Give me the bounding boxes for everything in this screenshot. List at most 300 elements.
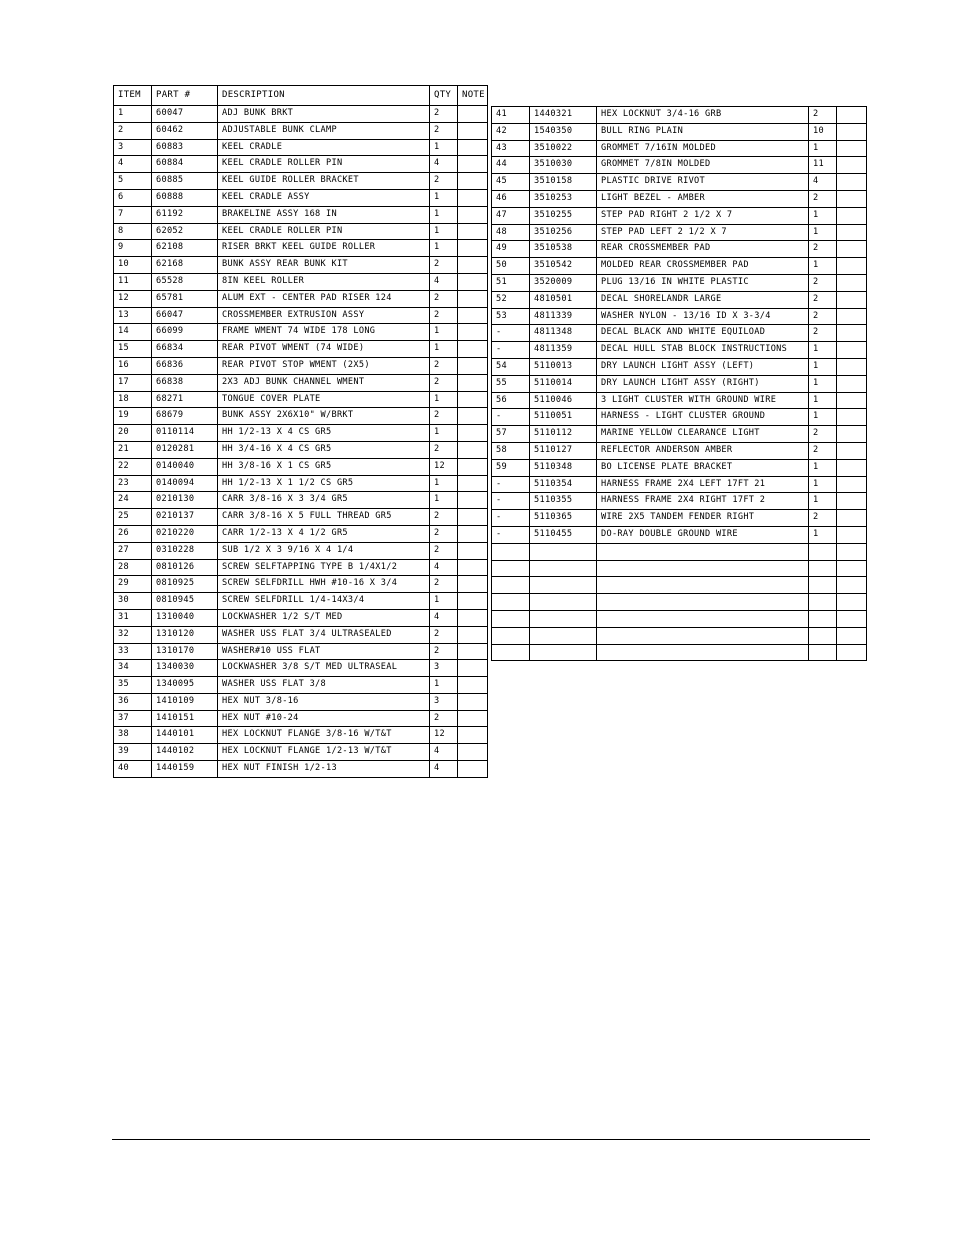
note-cell (458, 324, 488, 341)
part-number-cell: 0120281 (152, 441, 218, 458)
item-cell: 3 (114, 139, 152, 156)
note-cell (458, 122, 488, 139)
table-row (114, 408, 488, 425)
part-number-cell: 60047 (152, 106, 218, 123)
table-row (492, 476, 867, 493)
description-cell: HEX NUT FINISH 1/2-13 (218, 761, 430, 778)
part-number-cell: 0140094 (152, 475, 218, 492)
header-description: DESCRIPTION (218, 86, 430, 106)
note-cell (837, 174, 867, 191)
description-cell: FRAME WMENT 74 WIDE 178 LONG (218, 324, 430, 341)
note-cell (458, 509, 488, 526)
note-cell (458, 189, 488, 206)
item-cell: 1 (114, 106, 152, 123)
table-row (492, 426, 867, 443)
table-row (492, 358, 867, 375)
description-cell: 8IN KEEL ROLLER (218, 273, 430, 290)
description-cell: MARINE YELLOW CLEARANCE LIGHT (597, 426, 809, 443)
item-cell: - (492, 510, 530, 527)
note-cell (837, 274, 867, 291)
description-cell: HEX LOCKNUT FLANGE 3/8-16 W/T&T (218, 727, 430, 744)
part-number-cell: 66047 (152, 307, 218, 324)
part-number-cell: 5110013 (530, 358, 597, 375)
qty-cell: 11 (809, 157, 837, 174)
item-cell: 24 (114, 492, 152, 509)
description-cell: KEEL CRADLE (218, 139, 430, 156)
qty-cell: 1 (430, 223, 458, 240)
qty-cell: 2 (809, 308, 837, 325)
description-cell: SCREW SELFDRILL HWH #10-16 X 3/4 (218, 576, 430, 593)
description-cell: LIGHT BEZEL - AMBER (597, 190, 809, 207)
table-row (492, 123, 867, 140)
qty-cell (809, 577, 837, 594)
table-row (492, 224, 867, 241)
item-cell: 28 (114, 559, 152, 576)
part-number-cell: 4811359 (530, 342, 597, 359)
part-number-cell: 1440159 (152, 761, 218, 778)
item-cell: - (492, 325, 530, 342)
item-cell: 40 (114, 761, 152, 778)
part-number-cell: 66834 (152, 341, 218, 358)
description-cell: HEX LOCKNUT 3/4-16 GRB (597, 107, 809, 124)
item-cell: 37 (114, 710, 152, 727)
note-cell (458, 710, 488, 727)
part-number-cell: 5110046 (530, 392, 597, 409)
qty-cell: 2 (430, 576, 458, 593)
qty-cell: 10 (809, 123, 837, 140)
description-cell: HEX LOCKNUT FLANGE 1/2-13 W/T&T (218, 744, 430, 761)
table-row (492, 560, 867, 577)
description-cell: BUNK ASSY 2X6X10" W/BRKT (218, 408, 430, 425)
qty-cell: 1 (430, 593, 458, 610)
qty-cell: 1 (809, 140, 837, 157)
part-number-cell: 1410151 (152, 710, 218, 727)
description-cell: REFLECTOR ANDERSON AMBER (597, 442, 809, 459)
note-cell (458, 206, 488, 223)
item-cell: 59 (492, 459, 530, 476)
part-number-cell: 1310040 (152, 609, 218, 626)
description-cell: WASHER USS FLAT 3/8 (218, 677, 430, 694)
part-number-cell: 60883 (152, 139, 218, 156)
table-row (492, 274, 867, 291)
part-number-cell: 5110354 (530, 476, 597, 493)
description-cell (597, 644, 809, 661)
table-row (114, 509, 488, 526)
qty-cell: 2 (430, 290, 458, 307)
description-cell: MOLDED REAR CROSSMEMBER PAD (597, 258, 809, 275)
description-cell: RISER BRKT KEEL GUIDE ROLLER (218, 240, 430, 257)
item-cell: 9 (114, 240, 152, 257)
note-cell (458, 223, 488, 240)
qty-cell: 2 (430, 643, 458, 660)
note-cell (837, 627, 867, 644)
qty-cell: 2 (430, 408, 458, 425)
qty-cell: 4 (430, 559, 458, 576)
qty-cell (809, 644, 837, 661)
item-cell: 43 (492, 140, 530, 157)
table-row (492, 291, 867, 308)
description-cell: REAR PIVOT WMENT (74 WIDE) (218, 341, 430, 358)
description-cell: PLUG 13/16 IN WHITE PLASTIC (597, 274, 809, 291)
table-row (114, 139, 488, 156)
item-cell: 14 (114, 324, 152, 341)
item-cell: 35 (114, 677, 152, 694)
qty-cell: 4 (809, 174, 837, 191)
qty-cell: 1 (809, 207, 837, 224)
table-row (492, 493, 867, 510)
table-row (114, 122, 488, 139)
part-number-cell: 1340095 (152, 677, 218, 694)
description-cell: WASHER#10 USS FLAT (218, 643, 430, 660)
qty-cell: 2 (809, 190, 837, 207)
part-number-cell: 3510542 (530, 258, 597, 275)
description-cell: LOCKWASHER 1/2 S/T MED (218, 609, 430, 626)
item-cell: 21 (114, 441, 152, 458)
table-row (492, 627, 867, 644)
table-row (114, 626, 488, 643)
item-cell: 41 (492, 107, 530, 124)
description-cell: DECAL SHORELANDR LARGE (597, 291, 809, 308)
part-number-cell: 68271 (152, 391, 218, 408)
qty-cell: 1 (430, 240, 458, 257)
part-number-cell: 60888 (152, 189, 218, 206)
table-row (492, 207, 867, 224)
qty-cell: 2 (809, 241, 837, 258)
description-cell: TONGUE COVER PLATE (218, 391, 430, 408)
description-cell: 2X3 ADJ BUNK CHANNEL WMENT (218, 374, 430, 391)
table-row (492, 610, 867, 627)
table-row (114, 660, 488, 677)
item-cell: 57 (492, 426, 530, 443)
item-cell (492, 610, 530, 627)
note-cell (458, 156, 488, 173)
table-row (492, 174, 867, 191)
description-cell: STEP PAD LEFT 2 1/2 X 7 (597, 224, 809, 241)
table-row (114, 106, 488, 123)
part-number-cell: 62052 (152, 223, 218, 240)
table-row (492, 258, 867, 275)
part-number-cell: 65528 (152, 273, 218, 290)
qty-cell: 3 (430, 693, 458, 710)
description-cell: DECAL BLACK AND WHITE EQUILOAD (597, 325, 809, 342)
table-row (492, 241, 867, 258)
item-cell: 15 (114, 341, 152, 358)
table-row (492, 107, 867, 124)
table-row (114, 609, 488, 626)
part-number-cell: 65781 (152, 290, 218, 307)
item-cell (492, 627, 530, 644)
qty-cell: 2 (809, 442, 837, 459)
description-cell: BULL RING PLAIN (597, 123, 809, 140)
note-cell (837, 526, 867, 543)
description-cell: PLASTIC DRIVE RIVOT (597, 174, 809, 191)
part-number-cell: 3510253 (530, 190, 597, 207)
description-cell: SCREW SELFDRILL 1/4-14X3/4 (218, 593, 430, 610)
table-row (492, 190, 867, 207)
qty-cell: 1 (809, 375, 837, 392)
qty-cell: 2 (430, 106, 458, 123)
table-row (114, 542, 488, 559)
part-number-cell: 0210137 (152, 509, 218, 526)
qty-cell: 1 (430, 139, 458, 156)
note-cell (837, 543, 867, 560)
qty-cell: 2 (809, 426, 837, 443)
part-number-cell (530, 577, 597, 594)
part-number-cell: 66836 (152, 357, 218, 374)
item-cell (492, 560, 530, 577)
table-row (492, 409, 867, 426)
note-cell (458, 425, 488, 442)
part-number-cell: 5110365 (530, 510, 597, 527)
description-cell: CARR 3/8-16 X 5 FULL THREAD GR5 (218, 509, 430, 526)
table-row (114, 693, 488, 710)
table-row (114, 156, 488, 173)
description-cell: BUNK ASSY REAR BUNK KIT (218, 257, 430, 274)
note-cell (458, 693, 488, 710)
description-cell: KEEL CRADLE ROLLER PIN (218, 156, 430, 173)
note-cell (458, 660, 488, 677)
table-row (114, 559, 488, 576)
item-cell: 53 (492, 308, 530, 325)
qty-cell: 2 (430, 307, 458, 324)
description-cell: DO-RAY DOUBLE GROUND WIRE (597, 526, 809, 543)
table-row (114, 744, 488, 761)
part-number-cell: 62168 (152, 257, 218, 274)
description-cell: CARR 1/2-13 X 4 1/2 GR5 (218, 525, 430, 542)
description-cell: DRY LAUNCH LIGHT ASSY (LEFT) (597, 358, 809, 375)
header-part-number: PART # (152, 86, 218, 106)
description-cell (597, 543, 809, 560)
part-number-cell: 66838 (152, 374, 218, 391)
item-cell: 39 (114, 744, 152, 761)
qty-cell: 2 (809, 107, 837, 124)
item-cell: 23 (114, 475, 152, 492)
description-cell: ADJ BUNK BRKT (218, 106, 430, 123)
part-number-cell: 3510256 (530, 224, 597, 241)
note-cell (837, 291, 867, 308)
note-cell (458, 374, 488, 391)
table-row (114, 677, 488, 694)
item-cell: 26 (114, 525, 152, 542)
table-row (114, 307, 488, 324)
description-cell: ADJUSTABLE BUNK CLAMP (218, 122, 430, 139)
table-row (114, 643, 488, 660)
note-cell (837, 442, 867, 459)
item-cell (492, 644, 530, 661)
table-row (114, 475, 488, 492)
item-cell: 42 (492, 123, 530, 140)
note-cell (837, 241, 867, 258)
item-cell (492, 577, 530, 594)
note-cell (458, 290, 488, 307)
description-cell: DECAL HULL STAB BLOCK INSTRUCTIONS (597, 342, 809, 359)
note-cell (837, 577, 867, 594)
qty-cell (809, 594, 837, 611)
note-cell (837, 510, 867, 527)
part-number-cell: 0210220 (152, 525, 218, 542)
note-cell (837, 375, 867, 392)
part-number-cell (530, 560, 597, 577)
table-row (114, 240, 488, 257)
table-row (114, 341, 488, 358)
qty-cell: 1 (430, 425, 458, 442)
part-number-cell: 60884 (152, 156, 218, 173)
qty-cell: 2 (430, 626, 458, 643)
note-cell (458, 761, 488, 778)
qty-cell: 2 (430, 257, 458, 274)
note-cell (837, 476, 867, 493)
item-cell: 11 (114, 273, 152, 290)
description-cell: HARNESS - LIGHT CLUSTER GROUND (597, 409, 809, 426)
description-cell: KEEL CRADLE ROLLER PIN (218, 223, 430, 240)
parts-table-left (113, 85, 488, 778)
item-cell: 20 (114, 425, 152, 442)
part-number-cell: 5110051 (530, 409, 597, 426)
qty-cell: 1 (809, 342, 837, 359)
table-row (114, 324, 488, 341)
note-cell (458, 525, 488, 542)
note-cell (458, 257, 488, 274)
part-number-cell: 0810925 (152, 576, 218, 593)
description-cell: REAR CROSSMEMBER PAD (597, 241, 809, 258)
qty-cell: 2 (809, 325, 837, 342)
note-cell (837, 610, 867, 627)
description-cell: HARNESS FRAME 2X4 RIGHT 17FT 2 (597, 493, 809, 510)
footer-rule (112, 1139, 870, 1140)
table-row (492, 308, 867, 325)
note-cell (458, 273, 488, 290)
note-cell (458, 458, 488, 475)
description-cell: DRY LAUNCH LIGHT ASSY (RIGHT) (597, 375, 809, 392)
item-cell: 6 (114, 189, 152, 206)
qty-cell: 1 (809, 476, 837, 493)
header-qty: QTY (430, 86, 458, 106)
item-cell: 48 (492, 224, 530, 241)
part-number-cell: 5110014 (530, 375, 597, 392)
qty-cell: 2 (430, 374, 458, 391)
part-number-cell: 3510030 (530, 157, 597, 174)
part-number-cell: 66099 (152, 324, 218, 341)
note-cell (837, 207, 867, 224)
note-cell (458, 609, 488, 626)
qty-cell: 1 (809, 392, 837, 409)
qty-cell: 2 (430, 542, 458, 559)
qty-cell: 2 (430, 441, 458, 458)
item-cell: 50 (492, 258, 530, 275)
part-number-cell (530, 543, 597, 560)
qty-cell: 1 (430, 341, 458, 358)
description-cell: HH 3/8-16 X 1 CS GR5 (218, 458, 430, 475)
part-number-cell (530, 594, 597, 611)
note-cell (458, 408, 488, 425)
description-cell: REAR PIVOT STOP WMENT (2X5) (218, 357, 430, 374)
description-cell (597, 577, 809, 594)
qty-cell: 1 (430, 189, 458, 206)
note-cell (837, 493, 867, 510)
part-number-cell: 1310120 (152, 626, 218, 643)
qty-cell: 1 (809, 358, 837, 375)
part-number-cell: 4810501 (530, 291, 597, 308)
part-number-cell: 1410109 (152, 693, 218, 710)
description-cell: HH 3/4-16 X 4 CS GR5 (218, 441, 430, 458)
item-cell: 30 (114, 593, 152, 610)
note-cell (837, 308, 867, 325)
note-cell (458, 357, 488, 374)
description-cell: WASHER USS FLAT 3/4 ULTRASEALED (218, 626, 430, 643)
table-row (114, 441, 488, 458)
item-cell (492, 543, 530, 560)
item-cell: 8 (114, 223, 152, 240)
qty-cell: 4 (430, 273, 458, 290)
qty-cell: 2 (809, 274, 837, 291)
part-number-cell: 3510022 (530, 140, 597, 157)
description-cell: ALUM EXT - CENTER PAD RISER 124 (218, 290, 430, 307)
table-row (114, 576, 488, 593)
note-cell (837, 560, 867, 577)
qty-cell: 1 (430, 677, 458, 694)
qty-cell: 12 (430, 458, 458, 475)
item-cell: 25 (114, 509, 152, 526)
part-number-cell: 4811339 (530, 308, 597, 325)
description-cell: CROSSMEMBER EXTRUSION ASSY (218, 307, 430, 324)
item-cell: 38 (114, 727, 152, 744)
note-cell (458, 441, 488, 458)
part-number-cell: 1540350 (530, 123, 597, 140)
note-cell (837, 644, 867, 661)
part-number-cell: 0110114 (152, 425, 218, 442)
note-cell (837, 426, 867, 443)
description-cell (597, 560, 809, 577)
note-cell (837, 123, 867, 140)
note-cell (837, 325, 867, 342)
note-cell (458, 139, 488, 156)
item-cell: 58 (492, 442, 530, 459)
part-number-cell: 0810126 (152, 559, 218, 576)
note-cell (458, 576, 488, 593)
table-row (492, 594, 867, 611)
description-cell: BRAKELINE ASSY 168 IN (218, 206, 430, 223)
part-number-cell: 1440321 (530, 107, 597, 124)
qty-cell (809, 560, 837, 577)
qty-cell (809, 610, 837, 627)
note-cell (837, 140, 867, 157)
table-row (492, 459, 867, 476)
note-cell (458, 106, 488, 123)
item-cell: - (492, 342, 530, 359)
table-row (114, 525, 488, 542)
table-row (114, 492, 488, 509)
part-number-cell (530, 644, 597, 661)
description-cell: BO LICENSE PLATE BRACKET (597, 459, 809, 476)
part-number-cell: 68679 (152, 408, 218, 425)
table-row (114, 206, 488, 223)
table-row (114, 273, 488, 290)
table-row (114, 223, 488, 240)
note-cell (458, 307, 488, 324)
table-row (114, 357, 488, 374)
item-cell: 13 (114, 307, 152, 324)
part-number-cell: 0210130 (152, 492, 218, 509)
qty-cell: 2 (809, 510, 837, 527)
qty-cell: 1 (809, 224, 837, 241)
description-cell: STEP PAD RIGHT 2 1/2 X 7 (597, 207, 809, 224)
note-cell (458, 593, 488, 610)
item-cell: - (492, 476, 530, 493)
parts-table-right (491, 106, 867, 661)
item-cell: 19 (114, 408, 152, 425)
table-row (114, 425, 488, 442)
table-row (492, 375, 867, 392)
